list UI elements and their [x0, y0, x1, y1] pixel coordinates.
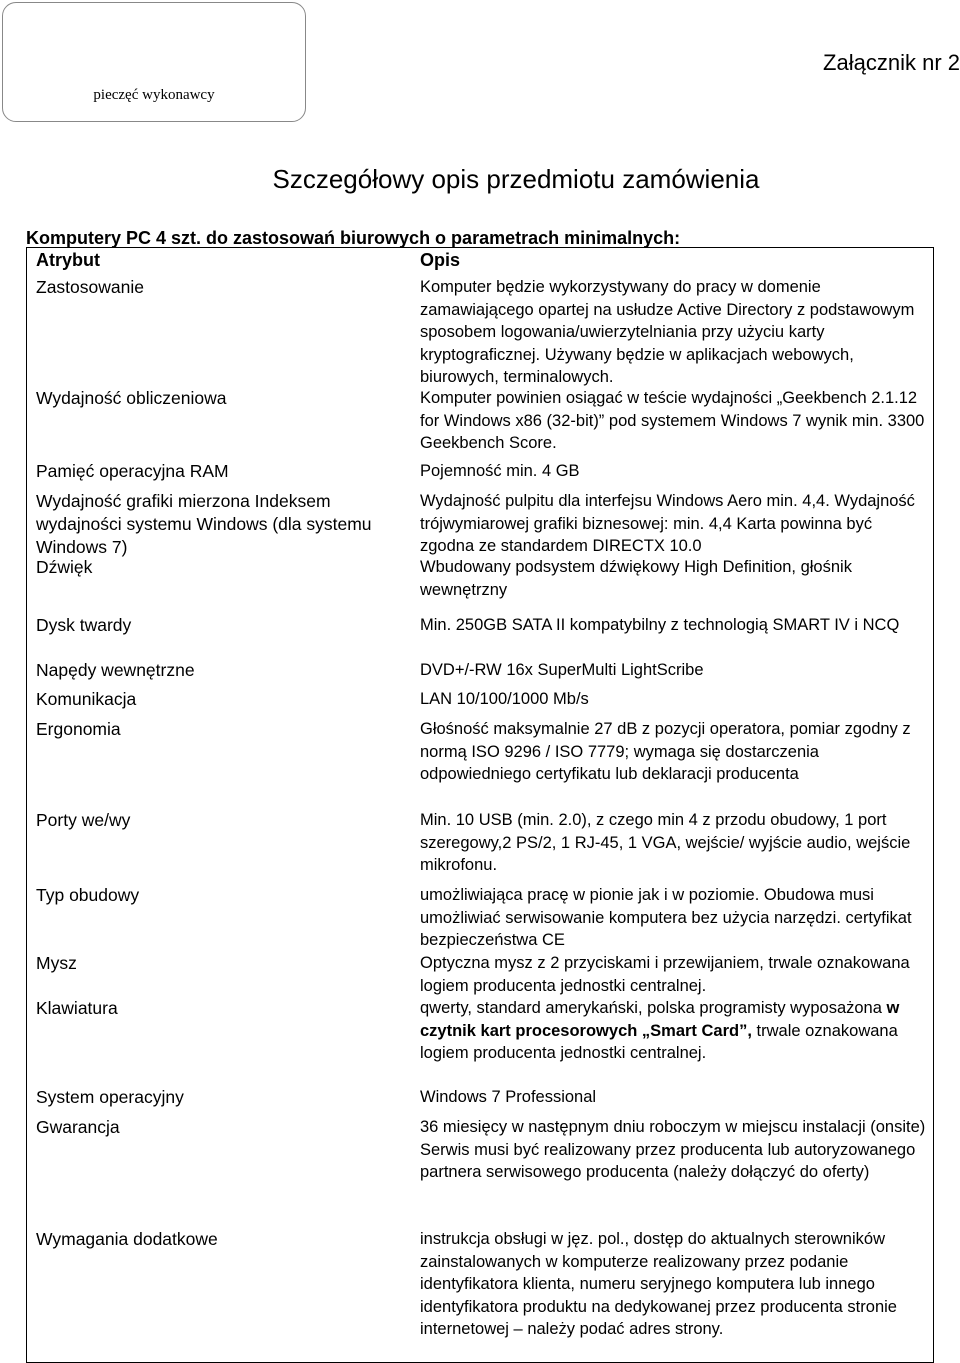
page-title: Szczegółowy opis przedmiotu zamówienia [272, 164, 760, 194]
row-attribute: Wydajność grafiki mierzona Indeksem wydajności systemu Windows (dla systemu Windows 7) [36, 491, 372, 557]
subtitle: Komputery PC 4 szt. do zastosowań biurowych o parametrach minimalnych: [26, 228, 681, 248]
row-description: Wydajność pulpitu dla interfejsu Windows Aero min. 4,4. Wydajność trójwymiarowej grafiki biznesowej: min. 4,4 Karta powinna być zgodna ze standardem DIRECTX 10.0 [420, 492, 915, 555]
header-attribute: Atrybut [36, 250, 100, 270]
row-description: Wbudowany podsystem dźwiękowy High Definition, głośnik wewnętrzny [420, 558, 852, 599]
row-attribute: Mysz [36, 953, 77, 973]
row-description: Komputer powinien osiągać w teście wydajności „Geekbench 2.1.12 for Windows x86 (32-bit)” pod systemem Windows 7 wynik min. 3300 Geekbench Score. [420, 389, 925, 452]
row-attribute: Gwarancja [36, 1117, 120, 1137]
keyboard-desc-post: trwale oznakowana logiem producenta jednostki centralnej. [420, 1021, 898, 1062]
row-description: LAN 10/100/1000 Mb/s [420, 690, 589, 708]
row-attribute: Typ obudowy [36, 885, 140, 905]
row-attribute: Wydajność obliczeniowa [36, 388, 227, 408]
row-description: DVD+/-RW 16x SuperMulti LightScribe [420, 661, 704, 679]
row-attribute: Zastosowanie [36, 277, 144, 297]
row-attribute: Porty we/wy [36, 810, 131, 830]
row-description: Windows 7 Professional [420, 1088, 597, 1106]
row-description: Głośność maksymalnie 27 dB z pozycji operatora, pomiar zgodny z normą ISO 9296 / ISO 7779; wymaga się dostarczenia odpowiedniego certyfikatu lub deklaracji producenta [420, 720, 911, 783]
stamp-box [2, 2, 306, 122]
row-attribute: Napędy wewnętrzne [36, 660, 195, 680]
keyboard-desc-bold: w czytnik kart procesorowych „Smart Card”, [420, 999, 900, 1040]
row-description: Min. 250GB SATA II kompatybilny z technologią SMART IV i NCQ [420, 616, 900, 634]
row-attribute: Komunikacja [36, 689, 137, 709]
row-attribute: Dźwięk [36, 557, 93, 577]
row-description [420, 1116, 930, 1184]
row-description: instrukcja obsługi w jęz. pol., dostęp do aktualnych sterowników zainstalowanych w komputerze realizowany przez podanie identyfikatora klienta, numeru seryjnego komputera lub innego identyfikatora produktu na dedykowanej przez producenta stronie internetowej – należy podać adres strony. [420, 1230, 897, 1338]
warranty-term: 36 miesięcy w następnym dniu roboczym w miejscu instalacji (onsite) [420, 1118, 926, 1136]
row-description [420, 997, 930, 1065]
row-attribute: Wymagania dodatkowe [36, 1229, 218, 1249]
row-attribute: Klawiatura [36, 998, 118, 1018]
row-description: Optyczna mysz z 2 przyciskami i przewijaniem, trwale oznakowana logiem producenta jednostki centralnej. [420, 954, 910, 995]
row-attribute: Dysk twardy [36, 615, 132, 635]
row-description: Pojemność min. 4 GB [420, 462, 580, 480]
spec-table [26, 247, 934, 1363]
warranty-service: Serwis musi być realizowany przez producenta lub autoryzowanego partnera serwisowego producenta (należy dołączyć do oferty) [420, 1140, 916, 1181]
keyboard-desc-pre: qwerty, standard amerykański, polska programisty wyposażona [420, 999, 887, 1017]
stamp-label: pieczęć wykonawcy [93, 87, 215, 103]
row-attribute: Pamięć operacyjna RAM [36, 461, 229, 481]
row-description: Komputer będzie wykorzystywany do pracy w domenie zamawiającego opartej na usłudze Active Directory z podstawowym sposobem logowania/uwierzytelniania przy użyciu karty kryptograficznej. Używany będzie w aplikacjach webowych, biurowych, terminalowych. [420, 278, 915, 386]
header-description: Opis [420, 250, 461, 270]
row-description: Min. 10 USB (min. 2.0), z czego min 4 z przodu obudowy, 1 port szeregowy,2 PS/2, 1 RJ-45, 1 VGA, wejście/ wyjście audio, wejście mikrofonu. [420, 811, 911, 874]
annex-label: Załącznik nr 2 [823, 50, 960, 75]
row-description: umożliwiająca pracę w pionie jak i w poziomie. Obudowa musi umożliwiać serwisowanie komputera bez użycia narzędzi. certyfikat bezpieczeństwa CE [420, 886, 912, 949]
row-attribute: Ergonomia [36, 719, 121, 739]
row-attribute: System operacyjny [36, 1087, 184, 1107]
